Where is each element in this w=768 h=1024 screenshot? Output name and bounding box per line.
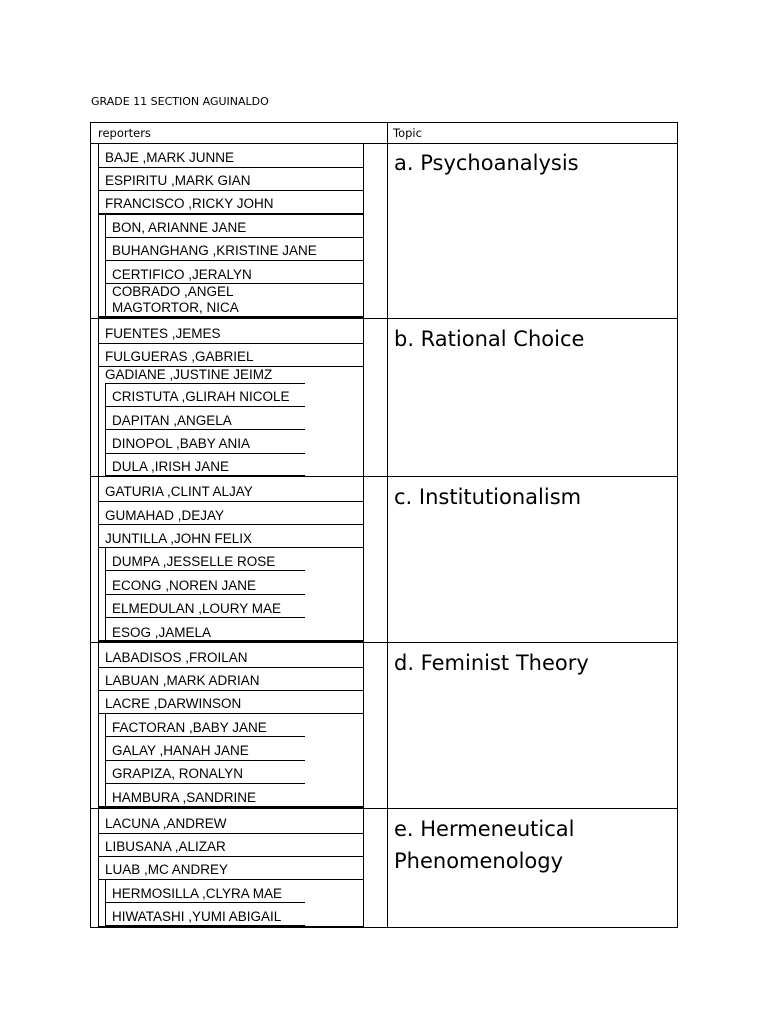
- reporter-name: HIWATASHI ,YUMI ABIGAIL: [112, 909, 282, 924]
- topic-label: a. Psychoanalysis: [394, 151, 579, 175]
- sub-list-bar: [105, 879, 106, 927]
- inner-bottom-rule: [98, 806, 364, 808]
- reporter-name: FACTORAN ,BABY JANE: [112, 720, 267, 735]
- row-rule: [98, 167, 364, 168]
- inner-bottom-rule: [98, 316, 364, 318]
- reporter-name: LACRE ,DARWINSON: [105, 696, 242, 711]
- group-row-d: [91, 643, 677, 809]
- row-rule: [98, 879, 364, 880]
- row-rule: [105, 570, 305, 571]
- table-header-row: [91, 123, 677, 144]
- reporter-name: HERMOSILLA ,CLYRA MAE: [112, 886, 283, 901]
- row-rule: [105, 237, 364, 238]
- row-rule: [105, 429, 305, 430]
- reporter-name: DULA ,IRISH JANE: [112, 459, 230, 474]
- row-rule: [98, 343, 364, 344]
- sub-list-bar: [105, 214, 106, 319]
- reporter-name: BAJE ,MARK JUNNE: [105, 150, 235, 165]
- reporter-name: ESPIRITU ,MARK GIAN: [105, 173, 251, 188]
- inner-border-right: [363, 143, 364, 318]
- inner-border-left: [98, 809, 99, 927]
- inner-border-right: [363, 809, 364, 927]
- reporter-name: LABUAN ,MARK ADRIAN: [105, 673, 260, 688]
- row-rule: [98, 856, 364, 857]
- reporter-name: LUAB ,MC ANDREY: [105, 862, 229, 877]
- reporter-name: LACUNA ,ANDREW: [105, 816, 227, 831]
- header-reporters: reporters: [98, 126, 151, 140]
- row-rule: [98, 667, 364, 668]
- row-rule: [105, 260, 364, 261]
- reporter-name: BON, ARIANNE JANE: [112, 220, 247, 235]
- reporter-name: GADIANE ,JUSTINE JEIMZ: [105, 367, 273, 382]
- topic-label: b. Rational Choice: [394, 327, 585, 351]
- reporter-name: COBRADO ,ANGEL: [112, 284, 234, 299]
- reporter-name: CRISTUTA ,GLIRAH NICOLE: [112, 389, 290, 404]
- row-rule: [105, 617, 305, 618]
- row-rule: [98, 833, 364, 834]
- reporter-name: MAGTORTOR, NICA: [112, 300, 239, 315]
- reporter-name: GATURIA ,CLINT ALJAY: [105, 484, 253, 499]
- topic-line: Phenomenology: [394, 849, 564, 873]
- row-rule: [98, 501, 364, 502]
- document-title: GRADE 11 SECTION AGUINALDO: [91, 95, 269, 108]
- row-rule: [98, 213, 364, 215]
- reporter-name: ELMEDULAN ,LOURY MAE: [112, 601, 282, 616]
- row-rule: [105, 475, 305, 476]
- row-rule: [98, 690, 364, 691]
- reporter-name: JUNTILLA ,JOHN FELIX: [105, 531, 253, 546]
- reporter-name: HAMBURA ,SANDRINE: [112, 790, 257, 805]
- reporter-name: CERTIFICO ,JERALYN: [112, 267, 252, 282]
- row-rule: [105, 760, 305, 761]
- group-row-b: [91, 319, 677, 477]
- row-rule: [105, 594, 305, 595]
- row-rule: [98, 713, 364, 714]
- reporter-name: GUMAHAD ,DEJAY: [105, 508, 225, 523]
- topic-label: [394, 813, 674, 877]
- sub-list-bar: [105, 713, 106, 809]
- row-rule: [98, 547, 364, 548]
- row-rule: [98, 524, 364, 525]
- reporter-name: DINOPOL ,BABY ANIA: [112, 436, 251, 451]
- header-topic: Topic: [393, 126, 422, 140]
- reporter-name: ECONG ,NOREN JANE: [112, 578, 257, 593]
- group-row-c: [91, 477, 677, 643]
- reporter-name: ESOG ,JAMELA: [112, 625, 212, 640]
- reporter-name: DUMPA ,JESSELLE ROSE: [112, 554, 276, 569]
- reporter-name: BUHANGHANG ,KRISTINE JANE: [112, 243, 317, 258]
- row-rule: [98, 190, 364, 191]
- reporter-name: GRAPIZA, RONALYN: [112, 766, 244, 781]
- reporters-table: [90, 122, 678, 928]
- row-rule: [105, 453, 305, 454]
- row-rule: [105, 406, 305, 407]
- topic-line: e. Hermeneutical: [394, 817, 575, 841]
- reporter-name: GALAY ,HANAH JANE: [112, 743, 249, 758]
- row-rule: [105, 902, 305, 903]
- row-rule: [105, 925, 305, 927]
- row-rule: [105, 383, 305, 384]
- row-rule: [105, 783, 305, 784]
- group-row-e: [91, 809, 677, 927]
- topic-label: d. Feminist Theory: [394, 651, 589, 675]
- reporter-name: DAPITAN ,ANGELA: [112, 413, 232, 428]
- reporter-name: FULGUERAS ,GABRIEL: [105, 349, 254, 364]
- reporter-name: FUENTES ,JEMES: [105, 326, 221, 341]
- reporter-name: LIBUSANA ,ALIZAR: [105, 839, 226, 854]
- row-rule: [105, 736, 305, 737]
- inner-border-left: [98, 143, 99, 318]
- sub-list-bar: [105, 547, 106, 643]
- group-row-a: [91, 143, 677, 319]
- sub-list-bar: [105, 383, 106, 477]
- reporter-name: LABADISOS ,FROILAN: [105, 650, 248, 665]
- topic-label: c. Institutionalism: [394, 485, 582, 509]
- reporter-name: FRANCISCO ,RICKY JOHN: [105, 196, 274, 211]
